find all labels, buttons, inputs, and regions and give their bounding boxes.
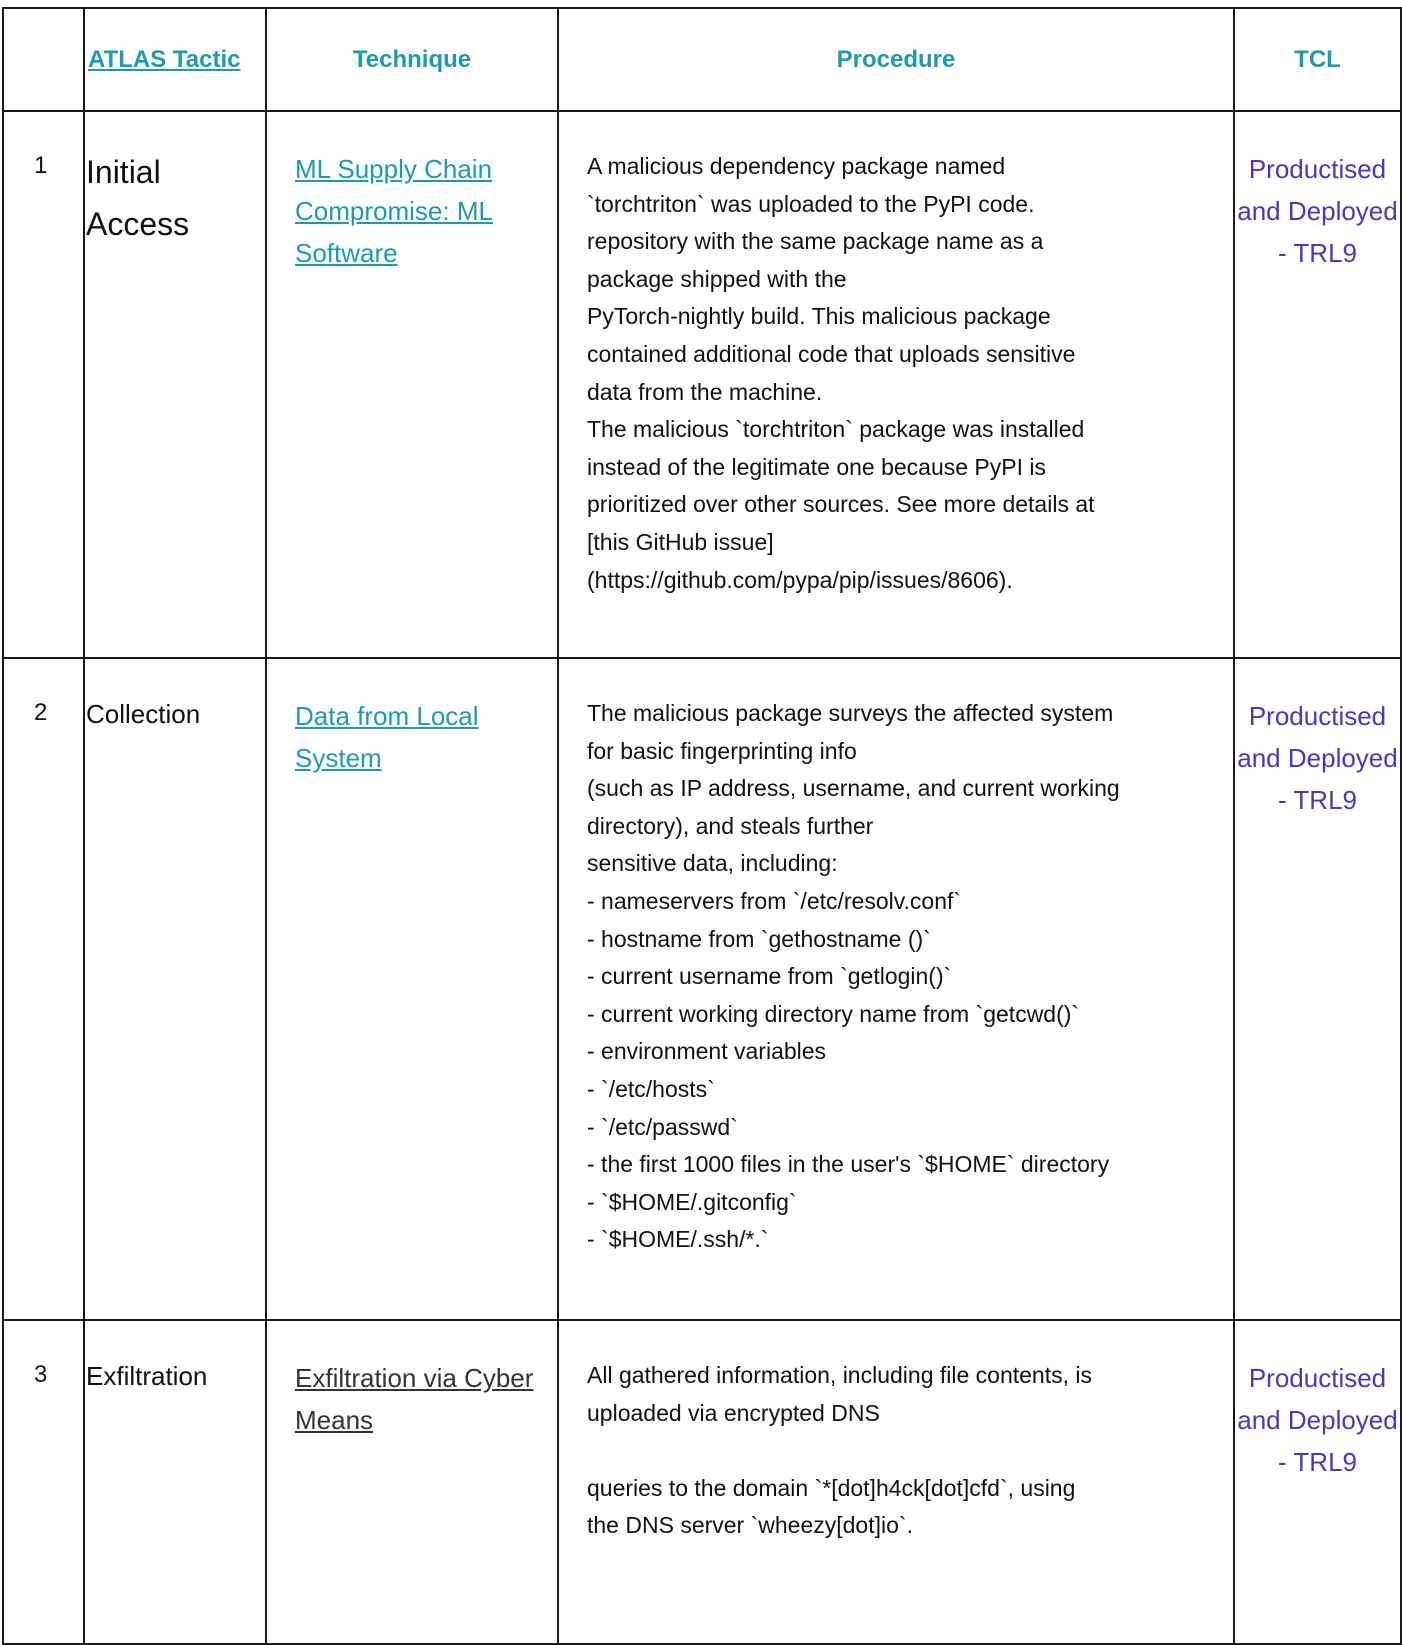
atlas-procedure-table xyxy=(2,7,1402,1645)
procedure-line: - `$HOME/.gitconfig` xyxy=(587,1188,797,1215)
table-row xyxy=(3,111,1401,658)
procedure-line: (such as IP address, username, and current working xyxy=(587,775,1120,802)
procedure-line: the DNS server `wheezy[dot]io`. xyxy=(587,1512,913,1539)
tactic-cell: Initial Access xyxy=(84,111,266,658)
procedure-line: - hostname from `gethostname ()` xyxy=(587,925,931,952)
procedure-line: contained additional code that uploads sensitive xyxy=(587,340,1076,367)
header-tcl: TCL xyxy=(1234,8,1401,111)
procedure-line: All gathered information, including file contents, is xyxy=(587,1362,1093,1388)
procedure-line xyxy=(587,1432,1221,1470)
row-number: 2 xyxy=(3,658,84,1320)
procedure-line: - `$HOME/.ssh/*.` xyxy=(587,1226,769,1253)
procedure-line: - `/etc/hosts` xyxy=(587,1075,715,1102)
procedure-line: - current username from `getlogin()` xyxy=(587,963,952,990)
procedure-line: data from the machine. xyxy=(587,378,823,405)
procedure-line: - current working directory name from `getcwd()` xyxy=(587,1000,1080,1027)
procedure-line: queries to the domain `*[dot]h4ck[dot]cfd`, using xyxy=(587,1474,1076,1501)
technique-link[interactable]: Data from Local System xyxy=(295,701,479,773)
technique-link[interactable]: ML Supply Chain Compromise: ML Software xyxy=(295,154,493,268)
procedure-cell xyxy=(558,111,1234,658)
procedure-line: sensitive data, including: xyxy=(587,850,838,877)
procedure-line: uploaded via encrypted DNS xyxy=(587,1399,880,1426)
header-num xyxy=(3,8,84,111)
tactic-cell: Collection xyxy=(84,658,266,1320)
procedure-line: instead of the legitimate one because PyPI is xyxy=(587,453,1047,480)
procedure-line: directory), and steals further xyxy=(587,812,874,839)
procedure-line: for basic fingerprinting info xyxy=(587,737,857,764)
technique-cell xyxy=(266,111,558,658)
procedure-line: repository with the same package name as a xyxy=(587,228,1044,255)
procedure-line: - the first 1000 files in the user's `$HOME` directory xyxy=(587,1151,1110,1178)
procedure-line: - environment variables xyxy=(587,1038,827,1065)
header-technique: Technique xyxy=(266,8,558,111)
tactic-cell: Exfiltration xyxy=(84,1320,266,1644)
table-row xyxy=(3,658,1401,1320)
table-row xyxy=(3,1320,1401,1644)
procedure-line: PyTorch-nightly build. This malicious package xyxy=(587,303,1051,330)
tcl-cell: Productised and Deployed - TRL9 xyxy=(1234,111,1401,658)
row-number: 3 xyxy=(3,1320,84,1644)
procedure-line: [this GitHub issue] xyxy=(587,528,774,555)
procedure-line: prioritized over other sources. See more details at xyxy=(587,491,1095,518)
procedure-line: The malicious `torchtriton` package was installed xyxy=(587,416,1085,443)
procedure-cell xyxy=(558,1320,1234,1644)
technique-link[interactable]: Exfiltration via Cyber Means xyxy=(295,1363,534,1435)
header-procedure: Procedure xyxy=(558,8,1234,111)
tcl-cell: Productised and Deployed - TRL9 xyxy=(1234,658,1401,1320)
procedure-cell xyxy=(558,658,1234,1320)
procedure-line: The malicious package surveys the affected system xyxy=(587,700,1114,726)
table-header-row xyxy=(3,8,1401,111)
header-atlas-tactic[interactable] xyxy=(84,8,266,111)
technique-cell xyxy=(266,1320,558,1644)
procedure-line: A malicious dependency package named xyxy=(587,153,1006,179)
procedure-line: - nameservers from `/etc/resolv.conf` xyxy=(587,887,962,914)
procedure-line: `torchtriton` was uploaded to the PyPI code. xyxy=(587,190,1035,217)
tcl-cell: Productised and Deployed - TRL9 xyxy=(1234,1320,1401,1644)
procedure-line: package shipped with the xyxy=(587,265,847,292)
header-atlas-tactic-label: ATLAS Tactic xyxy=(88,45,241,73)
technique-cell xyxy=(266,658,558,1320)
row-number: 1 xyxy=(3,111,84,658)
procedure-line: - `/etc/passwd` xyxy=(587,1113,738,1140)
procedure-line: (https://github.com/pypa/pip/issues/8606). xyxy=(587,566,1013,593)
